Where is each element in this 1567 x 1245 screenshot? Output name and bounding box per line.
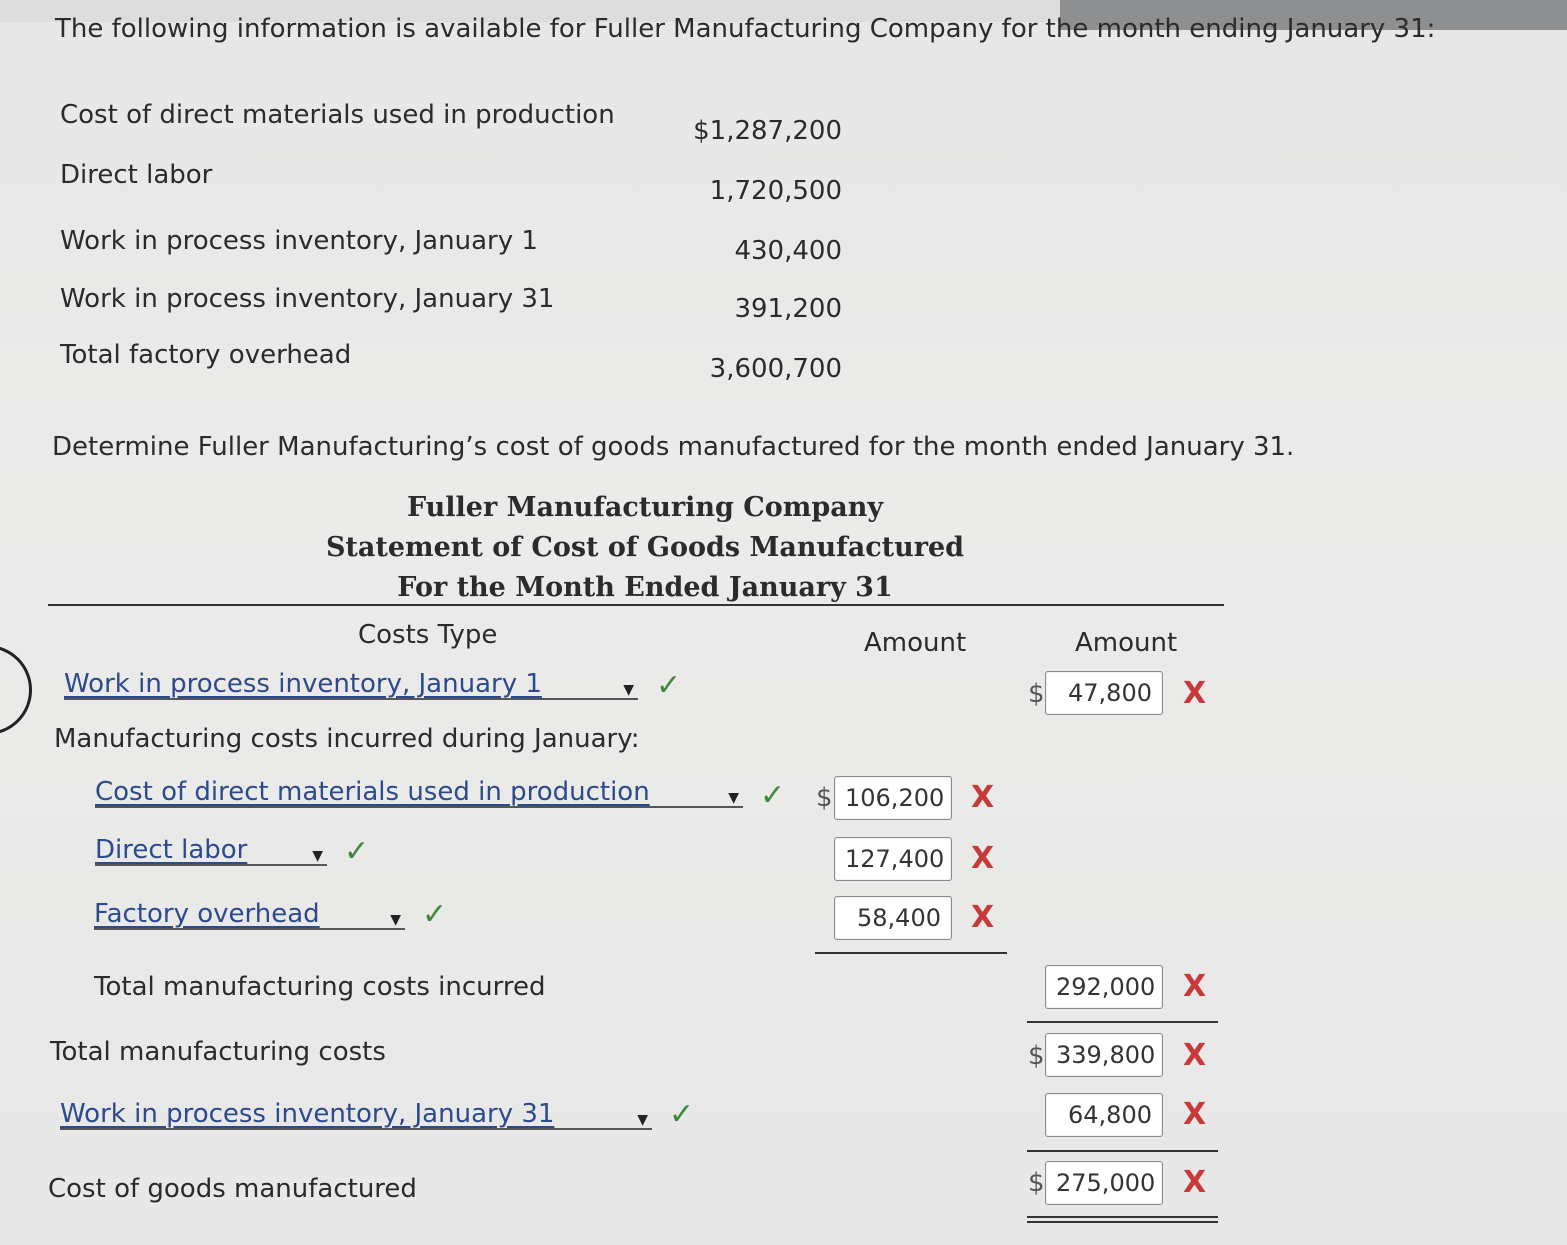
- dollar-sign: $: [1028, 1041, 1045, 1071]
- given-label-wip-jan31: Work in process inventory, January 31: [60, 284, 555, 314]
- question-text: Determine Fuller Manufacturing’s cost of goods manufactured for the month ended January 31.: [52, 432, 1295, 462]
- incorrect-x-icon: X: [1183, 1165, 1207, 1200]
- cogm-amount-input[interactable]: 275,000: [1045, 1161, 1163, 1205]
- factory-overhead-amount-input[interactable]: 58,400: [834, 896, 952, 940]
- col-header-costs-type: Costs Type: [358, 620, 498, 650]
- given-value-factory-overhead: 3,600,700: [709, 354, 842, 384]
- given-value-wip-jan1: 430,400: [734, 236, 842, 266]
- direct-labor-select-value: Direct labor: [95, 835, 248, 865]
- incorrect-x-icon: X: [1183, 969, 1207, 1004]
- given-label-direct-materials: Cost of direct materials used in production: [60, 100, 615, 130]
- direct-materials-amount-input[interactable]: 106,200: [834, 776, 952, 820]
- correct-check-icon: ✓: [422, 897, 448, 932]
- dollar-sign: $: [1028, 679, 1045, 709]
- direct-labor-amount-input[interactable]: 127,400: [834, 837, 952, 881]
- chevron-down-icon: ▼: [623, 682, 634, 698]
- col-header-amount-1: Amount: [864, 628, 967, 658]
- given-label-wip-jan1: Work in process inventory, January 1: [60, 226, 538, 256]
- problem-intro: The following information is available for Fuller Manufacturing Company for the month ending January 31:: [55, 14, 1436, 44]
- dollar-sign: $: [816, 783, 833, 813]
- header-rule: [48, 604, 1224, 606]
- given-value-direct-materials: $1,287,200: [693, 116, 842, 146]
- subtotal-rule: [815, 952, 1007, 954]
- incorrect-x-icon: X: [1183, 1038, 1207, 1073]
- wip-jan1-select[interactable]: [64, 670, 638, 700]
- given-label-direct-labor: Direct labor: [60, 160, 213, 190]
- incorrect-x-icon: X: [1183, 1097, 1207, 1132]
- cogm-rule: [1027, 1150, 1218, 1152]
- given-label-factory-overhead: Total factory overhead: [60, 340, 352, 370]
- statement-company: Fuller Manufacturing Company: [406, 492, 884, 523]
- factory-overhead-select[interactable]: [94, 900, 405, 930]
- col-header-amount-2: Amount: [1075, 628, 1178, 658]
- direct-materials-select[interactable]: [95, 778, 743, 808]
- wip-jan31-select-value: Work in process inventory, January 31: [60, 1099, 555, 1129]
- chevron-down-icon: ▼: [312, 848, 323, 864]
- correct-check-icon: ✓: [760, 778, 786, 813]
- incorrect-x-icon: X: [1183, 676, 1207, 711]
- double-rule-bottom: [1027, 1221, 1218, 1223]
- wip-jan31-select[interactable]: [60, 1100, 652, 1130]
- total-incurred-label: Total manufacturing costs incurred: [94, 972, 546, 1002]
- total-incurred-amount-input[interactable]: 292,000: [1045, 965, 1163, 1009]
- chevron-down-icon: ▼: [390, 912, 401, 928]
- chevron-down-icon: ▼: [637, 1112, 648, 1128]
- wip-jan31-amount-input[interactable]: 64,800: [1045, 1093, 1163, 1137]
- total-mfg-label: Total manufacturing costs: [50, 1037, 386, 1067]
- correct-check-icon: ✓: [656, 668, 682, 703]
- direct-labor-select[interactable]: [95, 836, 327, 866]
- mfg-costs-label: Manufacturing costs incurred during January:: [54, 724, 640, 754]
- dollar-sign: $: [1028, 1168, 1045, 1198]
- chevron-down-icon: ▼: [728, 790, 739, 806]
- wip-jan1-select-value: Work in process inventory, January 1: [64, 669, 542, 699]
- incorrect-x-icon: X: [971, 900, 995, 935]
- given-value-direct-labor: 1,720,500: [709, 176, 842, 206]
- correct-check-icon: ✓: [344, 834, 370, 869]
- cogm-label: Cost of goods manufactured: [48, 1174, 417, 1204]
- total-mfg-amount-input[interactable]: 339,800: [1045, 1033, 1163, 1077]
- cursor-highlight-circle: [0, 645, 32, 735]
- statement-title: Statement of Cost of Goods Manufactured: [325, 532, 965, 563]
- incorrect-x-icon: X: [971, 841, 995, 876]
- correct-check-icon: ✓: [669, 1097, 695, 1132]
- double-rule-top: [1027, 1216, 1218, 1218]
- direct-materials-select-value: Cost of direct materials used in production: [95, 777, 650, 807]
- incorrect-x-icon: X: [971, 780, 995, 815]
- total-rule: [1027, 1021, 1218, 1023]
- statement-period: For the Month Ended January 31: [397, 572, 893, 603]
- factory-overhead-select-value: Factory overhead: [94, 899, 320, 929]
- given-value-wip-jan31: 391,200: [734, 294, 842, 324]
- wip-jan1-amount-input[interactable]: 47,800: [1045, 671, 1163, 715]
